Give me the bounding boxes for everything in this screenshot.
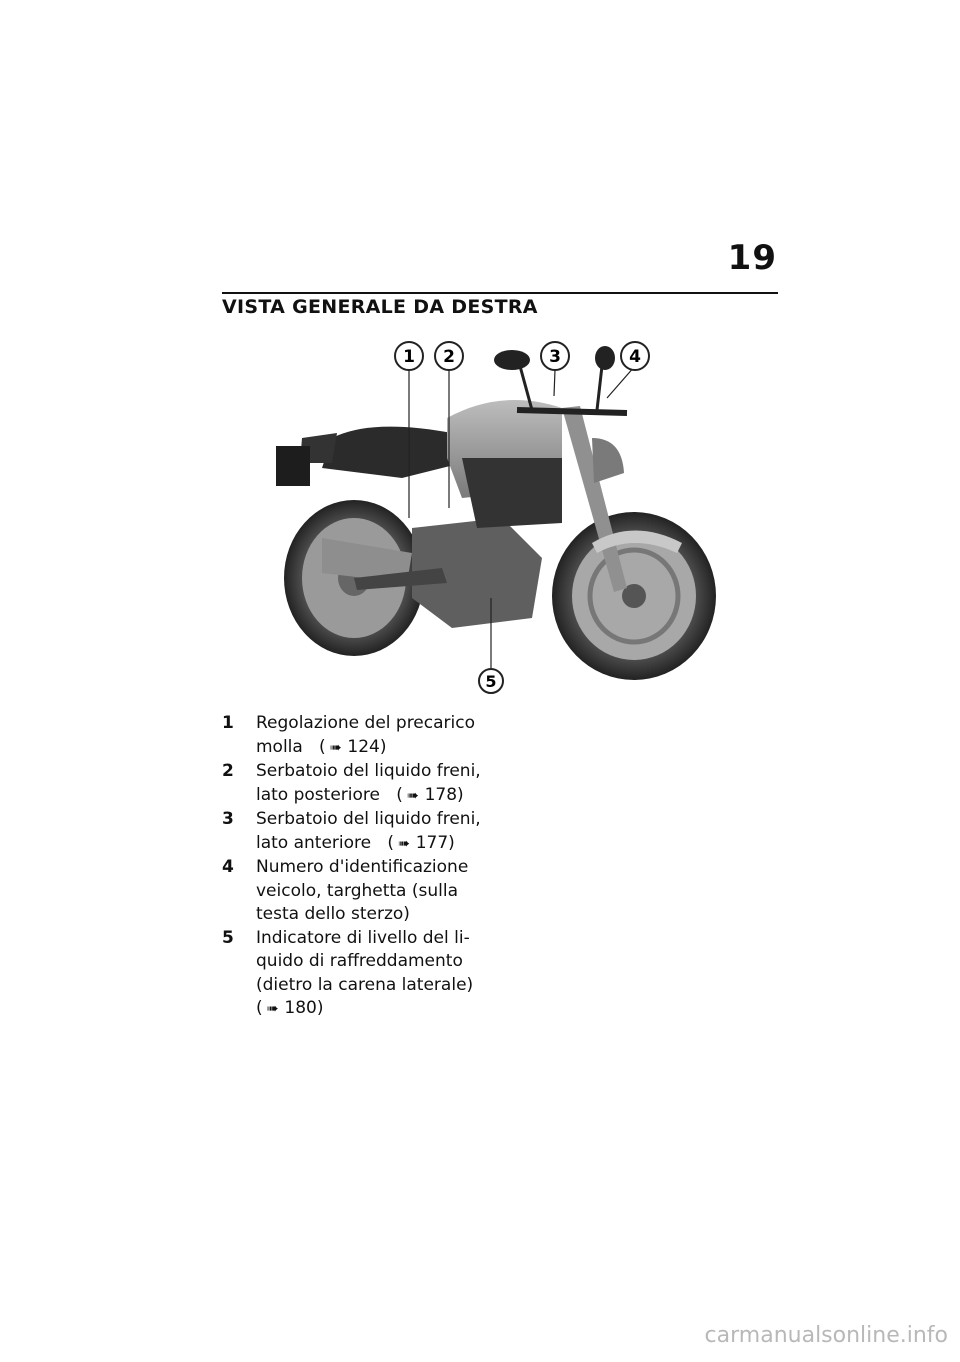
legend-item [222,927,522,1022]
motorcycle-illustration [262,338,718,694]
legend-number: 5 [222,927,234,948]
legend-item [222,760,522,808]
legend-line [256,997,522,1022]
arrow-right-icon: ➠ [329,739,342,756]
legend-line: Regolazione del precarico [256,713,475,733]
legend-item [222,856,522,927]
page-reference[interactable]: ( ➠ 178) [385,785,463,805]
legend-text [256,808,522,856]
headlight [592,438,624,483]
legend-line: molla ( ➠ 124) [256,736,522,761]
page-number: 19 [727,238,777,278]
arrow-right-icon: ➠ [266,1001,279,1017]
legend-line: Serbatoio del liquido freni, [256,761,481,781]
legend-line: lato anteriore ( ➠ 177) [256,832,522,857]
handlebar [517,410,627,413]
license-plate-holder [276,446,310,486]
section-title: VISTA GENERALE DA DESTRA [222,296,538,318]
legend-number: 4 [222,857,234,877]
legend-line: (dietro la carena laterale) [256,974,474,995]
arrow-right-icon: ➠ [397,835,410,852]
legend-number: 2 [222,761,234,781]
mirror-left [494,350,530,370]
callout-3 [541,342,569,370]
legend-item [222,712,522,760]
callout-5-label: 5 [485,672,497,691]
legend-line: Numero d'identificazione [256,857,469,877]
callout-4-label: 4 [629,347,641,367]
legend-line: Serbatoio del liquido freni, [256,809,481,829]
legend-line: lato posteriore ( ➠ 178) [256,784,522,809]
callout-1 [395,342,423,370]
legend-line: veicolo, targhetta (sulla [256,880,458,901]
arrow-right-icon: ➠ [406,787,419,804]
section-rule [222,292,778,294]
legend-text [256,760,522,808]
mirror-right-stem [597,366,602,410]
legend-item [222,808,522,856]
watermark: carmanualsonline.info [704,1323,948,1348]
legend-line: quido di raffreddamento [256,951,463,971]
legend-line: testa dello sterzo) [256,904,410,924]
side-cover [462,458,562,528]
legend-line: Indicatore di livello del li- [256,927,470,948]
callout-1-label: 1 [403,347,415,367]
legend-number: 1 [222,713,234,733]
callout-2 [435,342,463,370]
legend-list [222,712,522,1022]
legend-text [256,856,522,927]
page-reference[interactable]: ( ➠ 180) [256,998,323,1018]
callout-2-label: 2 [443,347,455,367]
legend-text [256,712,522,760]
mirror-right [595,346,615,370]
legend-number: 3 [222,809,234,829]
callout-4 [621,342,649,370]
callout-3-label: 3 [549,347,561,367]
page-reference[interactable]: ( ➠ 124) [308,737,386,757]
callout-5 [479,669,503,693]
legend-text [256,927,522,1022]
page-reference[interactable]: ( ➠ 177) [377,833,455,853]
